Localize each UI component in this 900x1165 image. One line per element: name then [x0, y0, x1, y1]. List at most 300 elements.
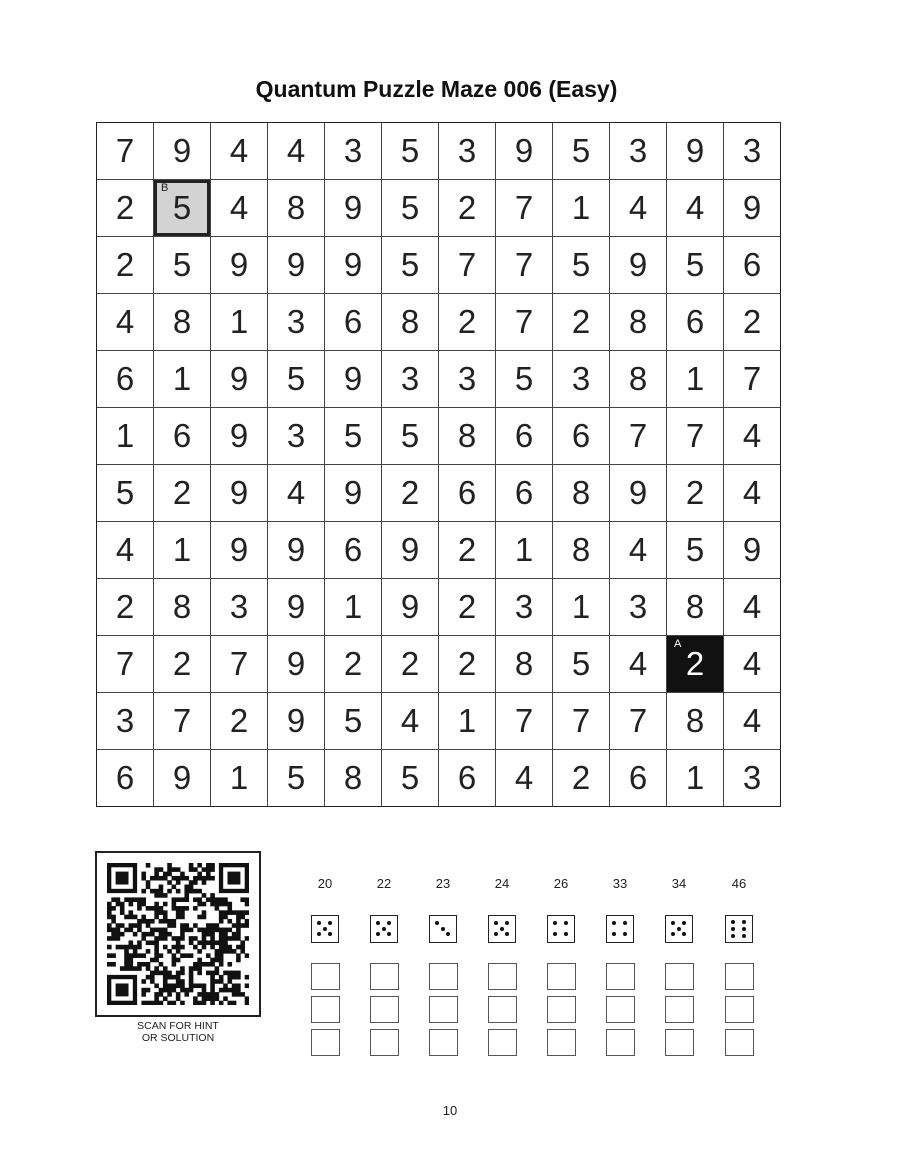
maze-cell[interactable]	[667, 351, 724, 408]
maze-cell-start[interactable]	[154, 180, 211, 237]
maze-cell[interactable]	[268, 693, 325, 750]
cell-value: 2	[742, 303, 762, 340]
cell-value: 1	[571, 189, 591, 226]
qr-code[interactable]	[95, 851, 261, 1017]
maze-cell[interactable]	[610, 465, 667, 522]
column-number: 26	[553, 876, 569, 891]
maze-cell[interactable]	[97, 522, 154, 579]
maze-cell[interactable]	[97, 465, 154, 522]
die-face-icon	[725, 915, 753, 943]
maze-cell[interactable]	[610, 408, 667, 465]
die-pip	[500, 927, 504, 931]
cell-value: 8	[628, 360, 648, 397]
die-face-icon	[665, 915, 693, 943]
cell-value: 5	[343, 417, 363, 454]
cell-value: 9	[343, 474, 363, 511]
cell-value: 8	[172, 588, 192, 625]
start-marker-label: B	[161, 182, 169, 194]
maze-cell[interactable]	[211, 237, 268, 294]
cell-value: 7	[742, 360, 762, 397]
answer-box[interactable]	[665, 996, 694, 1023]
maze-cell[interactable]	[439, 351, 496, 408]
maze-cell[interactable]	[496, 693, 553, 750]
maze-cell[interactable]	[97, 180, 154, 237]
cell-value: 1	[229, 303, 249, 340]
maze-cell[interactable]	[211, 408, 268, 465]
maze-cell[interactable]	[724, 351, 781, 408]
die-pip	[731, 934, 735, 938]
maze-cell[interactable]	[553, 636, 610, 693]
maze-cell[interactable]	[439, 693, 496, 750]
qr-caption	[95, 1020, 261, 1044]
cell-value: 2	[457, 645, 477, 682]
cell-value: 1	[571, 588, 591, 625]
maze-cell[interactable]	[382, 351, 439, 408]
maze-cell[interactable]	[382, 636, 439, 693]
maze-cell[interactable]	[382, 750, 439, 807]
cell-value: 4	[229, 132, 249, 169]
cell-value: 2	[400, 645, 420, 682]
qr-caption-line1: SCAN FOR HINT	[137, 1020, 219, 1032]
die-pip	[387, 932, 391, 936]
maze-cell[interactable]	[211, 180, 268, 237]
cell-value: 9	[172, 759, 192, 796]
maze-cell[interactable]	[496, 408, 553, 465]
cell-value: 9	[229, 417, 249, 454]
maze-cell[interactable]	[667, 750, 724, 807]
maze-cell[interactable]	[724, 408, 781, 465]
cell-value: 8	[685, 588, 705, 625]
die-pip	[671, 932, 675, 936]
die-pip	[494, 921, 498, 925]
die-pip	[446, 932, 450, 936]
cell-value: 9	[229, 531, 249, 568]
maze-cell[interactable]	[610, 579, 667, 636]
cell-value: 3	[628, 588, 648, 625]
cell-value: 7	[115, 132, 135, 169]
die-face-icon	[429, 915, 457, 943]
cell-value: 3	[400, 360, 420, 397]
maze-cell[interactable]	[154, 579, 211, 636]
maze-cell[interactable]	[610, 750, 667, 807]
maze-cell[interactable]	[724, 465, 781, 522]
maze-cell[interactable]	[154, 522, 211, 579]
maze-cell[interactable]	[439, 237, 496, 294]
answer-box[interactable]	[547, 996, 576, 1023]
maze-cell[interactable]	[325, 750, 382, 807]
maze-cell[interactable]	[211, 522, 268, 579]
cell-value: 6	[343, 303, 363, 340]
cell-value: 3	[229, 588, 249, 625]
maze-cell[interactable]	[496, 123, 553, 180]
cell-value: 5	[400, 246, 420, 283]
cell-value: 2	[571, 303, 591, 340]
maze-cell[interactable]	[325, 636, 382, 693]
cell-value: 5	[685, 531, 705, 568]
cell-value: 6	[343, 531, 363, 568]
answer-box[interactable]	[488, 1029, 517, 1056]
maze-cell[interactable]	[610, 636, 667, 693]
maze-cell[interactable]	[439, 636, 496, 693]
maze-cell[interactable]	[268, 522, 325, 579]
cell-value: 3	[742, 759, 762, 796]
die-pip	[494, 932, 498, 936]
maze-cell[interactable]	[325, 180, 382, 237]
maze-cell[interactable]	[439, 180, 496, 237]
cell-value: 7	[685, 417, 705, 454]
maze-cell[interactable]	[97, 693, 154, 750]
cell-value: 5	[115, 474, 135, 511]
die-pip	[564, 921, 568, 925]
answer-box[interactable]	[311, 963, 340, 990]
cell-value: 4	[514, 759, 534, 796]
maze-cell[interactable]	[97, 237, 154, 294]
cell-value: 1	[343, 588, 363, 625]
cell-value: 2	[685, 474, 705, 511]
cell-value: 6	[115, 759, 135, 796]
answer-box[interactable]	[311, 996, 340, 1023]
maze-cell[interactable]	[724, 579, 781, 636]
maze-cell[interactable]	[610, 693, 667, 750]
maze-cell[interactable]	[97, 408, 154, 465]
cell-value: 7	[514, 189, 534, 226]
maze-cell[interactable]	[553, 237, 610, 294]
maze-cell[interactable]	[667, 180, 724, 237]
maze-cell[interactable]	[268, 750, 325, 807]
maze-cell[interactable]	[154, 465, 211, 522]
answer-box[interactable]	[370, 963, 399, 990]
maze-cell[interactable]	[439, 465, 496, 522]
maze-cell[interactable]	[667, 693, 724, 750]
maze-cell[interactable]	[496, 522, 553, 579]
die-pip	[742, 927, 746, 931]
maze-cell[interactable]	[553, 351, 610, 408]
die-face-icon	[606, 915, 634, 943]
maze-cell[interactable]	[97, 750, 154, 807]
maze-cell[interactable]	[211, 294, 268, 351]
cell-value: 1	[514, 531, 534, 568]
maze-cell[interactable]	[439, 750, 496, 807]
cell-value: 5	[514, 360, 534, 397]
cell-value: 9	[685, 132, 705, 169]
cell-value: 9	[343, 189, 363, 226]
cell-value: 9	[229, 474, 249, 511]
cell-value: 8	[172, 303, 192, 340]
cell-value: 5	[172, 189, 192, 226]
cell-value: 3	[286, 417, 306, 454]
cell-value: 8	[571, 531, 591, 568]
die-pip	[505, 921, 509, 925]
maze-cell[interactable]	[553, 408, 610, 465]
maze-cell[interactable]	[382, 408, 439, 465]
cell-value: 6	[514, 417, 534, 454]
cell-value: 4	[742, 588, 762, 625]
maze-cell[interactable]	[382, 465, 439, 522]
die-pip	[553, 932, 557, 936]
cell-value: 8	[628, 303, 648, 340]
cell-value: 3	[457, 132, 477, 169]
cell-value: 6	[514, 474, 534, 511]
cell-value: 5	[286, 759, 306, 796]
cell-value: 6	[172, 417, 192, 454]
cell-value: 9	[286, 645, 306, 682]
cell-value: 7	[229, 645, 249, 682]
maze-cell[interactable]	[382, 522, 439, 579]
cell-value: 2	[685, 645, 705, 682]
maze-cell[interactable]	[97, 636, 154, 693]
die-pip	[376, 921, 380, 925]
maze-cell[interactable]	[610, 294, 667, 351]
maze-cell[interactable]	[325, 408, 382, 465]
maze-cell[interactable]	[154, 693, 211, 750]
maze-cell[interactable]	[382, 294, 439, 351]
answer-box[interactable]	[606, 996, 635, 1023]
cell-value: 9	[286, 588, 306, 625]
die-face-icon	[370, 915, 398, 943]
column-number: 24	[494, 876, 510, 891]
cell-value: 8	[685, 702, 705, 739]
maze-cell[interactable]	[496, 237, 553, 294]
cell-value: 3	[457, 360, 477, 397]
maze-cell[interactable]	[268, 180, 325, 237]
maze-cell[interactable]	[268, 294, 325, 351]
qr-code-pattern	[107, 863, 249, 1005]
cell-value: 8	[457, 417, 477, 454]
cell-value: 8	[343, 759, 363, 796]
maze-cell[interactable]	[268, 579, 325, 636]
answer-box[interactable]	[429, 963, 458, 990]
answer-box[interactable]	[606, 963, 635, 990]
cell-value: 5	[286, 360, 306, 397]
cell-value: 9	[514, 132, 534, 169]
die-pip	[612, 932, 616, 936]
cell-value: 4	[628, 531, 648, 568]
maze-cell[interactable]	[553, 123, 610, 180]
maze-cell[interactable]	[724, 636, 781, 693]
maze-cell[interactable]	[667, 522, 724, 579]
column-number: 46	[731, 876, 747, 891]
maze-cell[interactable]	[268, 123, 325, 180]
cell-value: 5	[400, 417, 420, 454]
cell-value: 9	[400, 531, 420, 568]
cell-value: 9	[286, 531, 306, 568]
maze-cell[interactable]	[211, 123, 268, 180]
cell-value: 9	[628, 246, 648, 283]
answer-box[interactable]	[488, 963, 517, 990]
maze-cell[interactable]	[439, 123, 496, 180]
maze-cell[interactable]	[382, 237, 439, 294]
maze-cell[interactable]	[610, 351, 667, 408]
maze-cell[interactable]	[553, 750, 610, 807]
cell-value: 8	[514, 645, 534, 682]
answer-box[interactable]	[725, 963, 754, 990]
maze-cell[interactable]	[610, 237, 667, 294]
maze-cell[interactable]	[325, 693, 382, 750]
die-pip	[731, 927, 735, 931]
maze-cell[interactable]	[154, 237, 211, 294]
maze-cell[interactable]	[724, 180, 781, 237]
answer-box[interactable]	[370, 1029, 399, 1056]
die-pip	[564, 932, 568, 936]
maze-cell[interactable]	[268, 465, 325, 522]
answer-box[interactable]	[547, 1029, 576, 1056]
maze-cell[interactable]	[553, 294, 610, 351]
maze-cell[interactable]	[724, 237, 781, 294]
cell-value: 5	[571, 246, 591, 283]
cell-value: 7	[514, 702, 534, 739]
die-face-icon	[488, 915, 516, 943]
maze-cell[interactable]	[154, 750, 211, 807]
maze-cell[interactable]	[382, 180, 439, 237]
maze-cell[interactable]	[439, 294, 496, 351]
maze-cell[interactable]	[211, 579, 268, 636]
maze-cell[interactable]	[97, 294, 154, 351]
maze-cell[interactable]	[724, 750, 781, 807]
cell-value: 7	[115, 645, 135, 682]
die-pip	[505, 932, 509, 936]
answer-box[interactable]	[488, 996, 517, 1023]
cell-value: 6	[742, 246, 762, 283]
answer-box[interactable]	[311, 1029, 340, 1056]
maze-cell[interactable]	[325, 465, 382, 522]
maze-cell[interactable]	[496, 636, 553, 693]
qr-caption-line2: OR SOLUTION	[141, 1032, 215, 1044]
maze-cell-end[interactable]	[667, 636, 724, 693]
maze-cell[interactable]	[268, 408, 325, 465]
maze-cell[interactable]	[724, 123, 781, 180]
cell-value: 5	[400, 759, 420, 796]
cell-value: 8	[400, 303, 420, 340]
answer-box[interactable]	[547, 963, 576, 990]
maze-cell[interactable]	[268, 351, 325, 408]
cell-value: 1	[115, 417, 135, 454]
maze-cell[interactable]	[325, 522, 382, 579]
maze-cell[interactable]	[496, 465, 553, 522]
maze-cell[interactable]	[154, 408, 211, 465]
maze-cell[interactable]	[553, 693, 610, 750]
maze-cell[interactable]	[211, 693, 268, 750]
cell-value: 4	[115, 303, 135, 340]
maze-cell[interactable]	[382, 579, 439, 636]
maze-cell[interactable]	[268, 237, 325, 294]
answer-box[interactable]	[665, 963, 694, 990]
maze-cell[interactable]	[496, 579, 553, 636]
cell-value: 1	[685, 759, 705, 796]
maze-cell[interactable]	[496, 180, 553, 237]
answer-box[interactable]	[429, 996, 458, 1023]
maze-cell[interactable]	[667, 294, 724, 351]
maze-cell[interactable]	[211, 465, 268, 522]
cell-value: 4	[628, 645, 648, 682]
cell-value: 5	[343, 702, 363, 739]
die-pip	[677, 927, 681, 931]
column-number: 22	[376, 876, 392, 891]
cell-value: 7	[514, 303, 534, 340]
maze-cell[interactable]	[667, 579, 724, 636]
maze-cell[interactable]	[667, 465, 724, 522]
maze-cell[interactable]	[496, 351, 553, 408]
maze-cell[interactable]	[610, 123, 667, 180]
maze-cell[interactable]	[325, 237, 382, 294]
cell-value: 3	[343, 132, 363, 169]
maze-cell[interactable]	[724, 294, 781, 351]
die-pip	[323, 927, 327, 931]
maze-cell[interactable]	[439, 408, 496, 465]
cell-value: 6	[457, 474, 477, 511]
answer-box[interactable]	[370, 996, 399, 1023]
maze-cell[interactable]	[211, 351, 268, 408]
maze-cell[interactable]	[610, 180, 667, 237]
cell-value: 2	[115, 588, 135, 625]
cell-value: 5	[571, 645, 591, 682]
answer-box[interactable]	[606, 1029, 635, 1056]
maze-cell[interactable]	[325, 294, 382, 351]
cell-value: 3	[115, 702, 135, 739]
maze-cell[interactable]	[553, 465, 610, 522]
cell-value: 6	[115, 360, 135, 397]
maze-cell[interactable]	[382, 693, 439, 750]
maze-cell[interactable]	[610, 522, 667, 579]
maze-cell[interactable]	[553, 180, 610, 237]
maze-cell[interactable]	[667, 408, 724, 465]
maze-cell[interactable]	[382, 123, 439, 180]
maze-grid	[96, 122, 781, 807]
maze-cell[interactable]	[724, 522, 781, 579]
maze-cell[interactable]	[154, 636, 211, 693]
maze-cell[interactable]	[154, 351, 211, 408]
cell-value: 4	[742, 702, 762, 739]
maze-cell[interactable]	[724, 693, 781, 750]
cell-value: 6	[685, 303, 705, 340]
maze-cell[interactable]	[667, 237, 724, 294]
cell-value: 3	[514, 588, 534, 625]
answer-box[interactable]	[725, 1029, 754, 1056]
cell-value: 4	[628, 189, 648, 226]
cell-value: 7	[571, 702, 591, 739]
cell-value: 1	[172, 531, 192, 568]
answer-box[interactable]	[429, 1029, 458, 1056]
answer-box[interactable]	[665, 1029, 694, 1056]
answer-box[interactable]	[725, 996, 754, 1023]
column-number: 33	[612, 876, 628, 891]
maze-cell[interactable]	[97, 351, 154, 408]
maze-cell[interactable]	[325, 351, 382, 408]
maze-cell[interactable]	[553, 579, 610, 636]
maze-cell[interactable]	[553, 522, 610, 579]
maze-cell[interactable]	[496, 294, 553, 351]
cell-value: 6	[457, 759, 477, 796]
maze-cell[interactable]	[268, 636, 325, 693]
maze-cell[interactable]	[211, 750, 268, 807]
maze-cell[interactable]	[154, 123, 211, 180]
cell-value: 2	[115, 246, 135, 283]
maze-cell[interactable]	[496, 750, 553, 807]
maze-cell[interactable]	[439, 522, 496, 579]
maze-cell[interactable]	[439, 579, 496, 636]
cell-value: 7	[457, 246, 477, 283]
maze-cell[interactable]	[325, 579, 382, 636]
maze-cell[interactable]	[97, 579, 154, 636]
maze-cell[interactable]	[97, 123, 154, 180]
cell-value: 2	[172, 645, 192, 682]
die-pip	[317, 932, 321, 936]
maze-cell[interactable]	[325, 123, 382, 180]
cell-value: 5	[172, 246, 192, 283]
maze-cell[interactable]	[211, 636, 268, 693]
column-number: 23	[435, 876, 451, 891]
maze-cell[interactable]	[154, 294, 211, 351]
maze-cell[interactable]	[667, 123, 724, 180]
